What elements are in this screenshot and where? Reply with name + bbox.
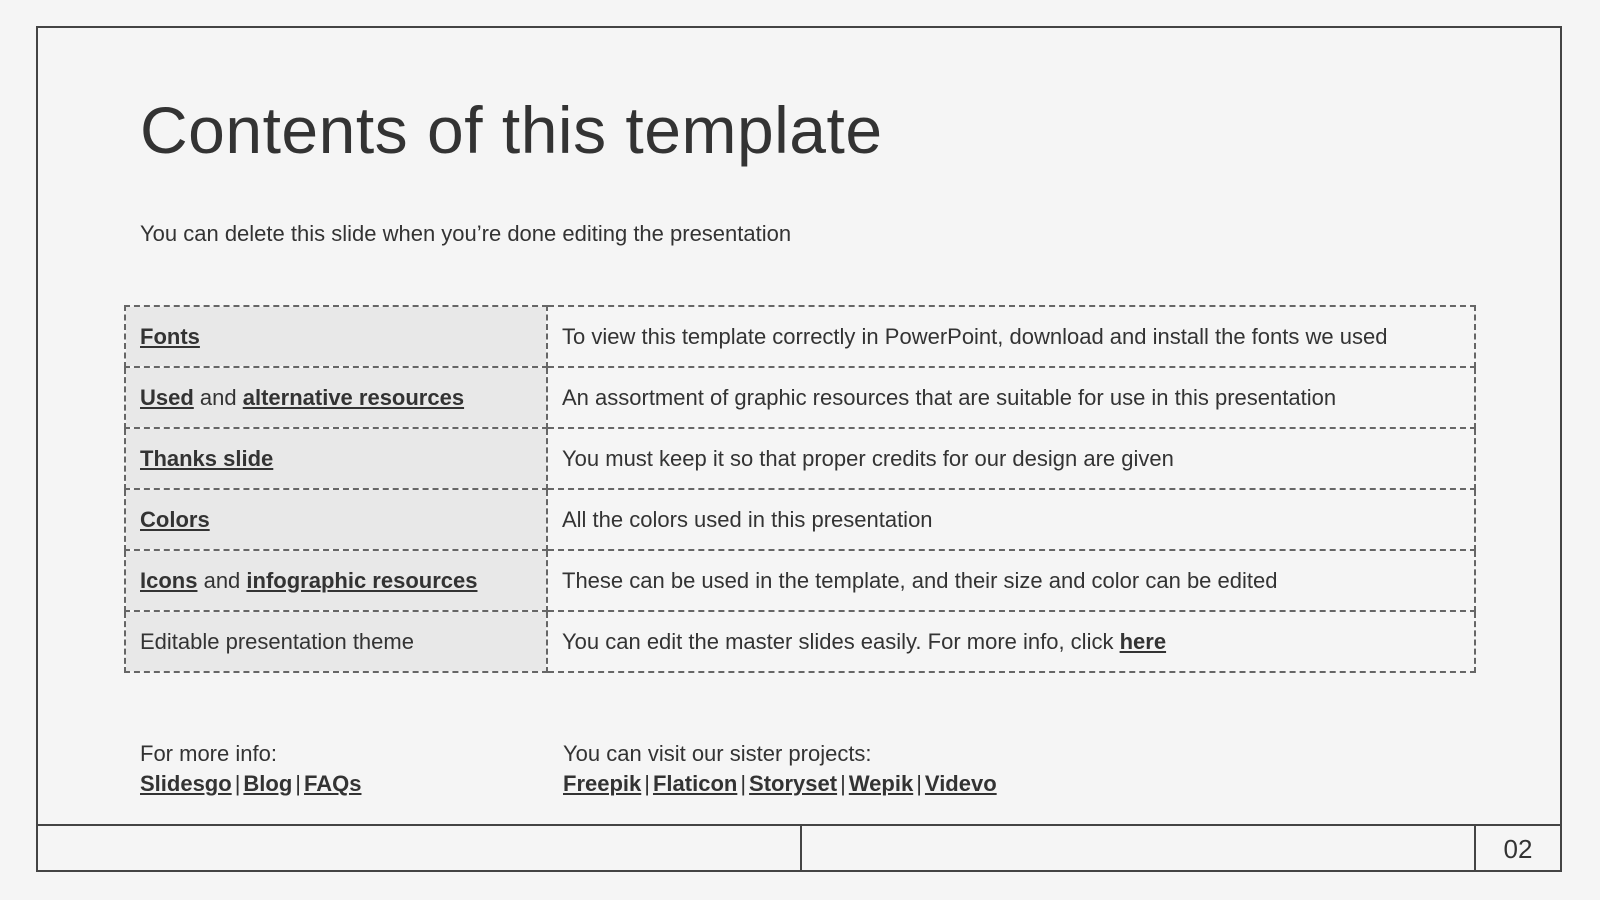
blog-link[interactable]: Blog [243,771,293,796]
table-cell-description [547,550,1475,611]
faqs-link[interactable]: FAQs [304,771,362,796]
sister-projects-links [563,769,997,799]
table-cell-description [547,489,1475,550]
sister-projects-block [563,739,997,799]
separator: | [295,771,302,796]
table-cell-resource [125,306,547,367]
table-cell-description [547,428,1475,489]
wepik-link[interactable]: Wepik [848,771,914,796]
separator: | [916,771,922,796]
separator: | [234,771,241,796]
alternative-resources-link[interactable]: alternative resources [242,384,465,410]
separator: | [840,771,846,796]
videvo-link[interactable]: Videvo [924,771,997,796]
more-info-links [140,769,361,799]
separator: | [644,771,650,796]
contents-table [124,305,1476,673]
table-cell-description [547,611,1475,672]
row-description: To view this template correctly in PowerPoint, download and install the fonts we used [562,323,1388,349]
slide-footer [36,824,1562,872]
editable-theme-label: Editable presentation theme [140,628,414,654]
row-description: These can be used in the template, and their size and color can be edited [562,567,1278,593]
icons-link[interactable]: Icons [140,567,198,593]
table-row [125,489,1475,550]
connector-text: and [197,567,247,593]
freepik-link[interactable]: Freepik [563,771,642,796]
row-description: You can edit the master slides easily. For more info, click [562,628,1120,654]
slidesgo-link[interactable]: Slidesgo [140,771,232,796]
row-description: An assortment of graphic resources that are suitable for use in this presentation [562,384,1337,410]
table-cell-description [547,367,1475,428]
more-info-label: For more info: [140,741,277,766]
thanks-slide-link[interactable]: Thanks slide [140,445,274,471]
row-description: All the colors used in this presentation [562,506,933,532]
table-cell-resource [125,367,547,428]
page-number: 02 [1503,834,1533,864]
table-row [125,367,1475,428]
table-cell-resource [125,550,547,611]
used-link[interactable]: Used [140,384,194,410]
fonts-link[interactable]: Fonts [140,323,200,349]
separator: | [740,771,747,796]
table-cell-resource [125,428,547,489]
table-row [125,611,1475,672]
row-description: You must keep it so that proper credits for our design are given [562,445,1174,471]
more-info-block [140,739,361,799]
sister-projects-label: You can visit our sister projects: [563,741,872,766]
connector-text: and [193,384,243,410]
table-row [125,306,1475,367]
storyset-link[interactable]: Storyset [749,771,838,796]
table-cell-resource [125,611,547,672]
slide-subtitle: You can delete this slide when you’re done editing the presentation [140,221,792,246]
slide-title: Contents of this template [140,93,883,167]
table-row [125,428,1475,489]
infographic-resources-link[interactable]: infographic resources [246,567,478,593]
table-cell-resource [125,489,547,550]
table-cell-description [547,306,1475,367]
flaticon-link[interactable]: Flaticon [652,771,738,796]
colors-link[interactable]: Colors [140,506,210,532]
table-row [125,550,1475,611]
here-link[interactable]: here [1119,628,1167,654]
footer-divider [800,826,802,872]
